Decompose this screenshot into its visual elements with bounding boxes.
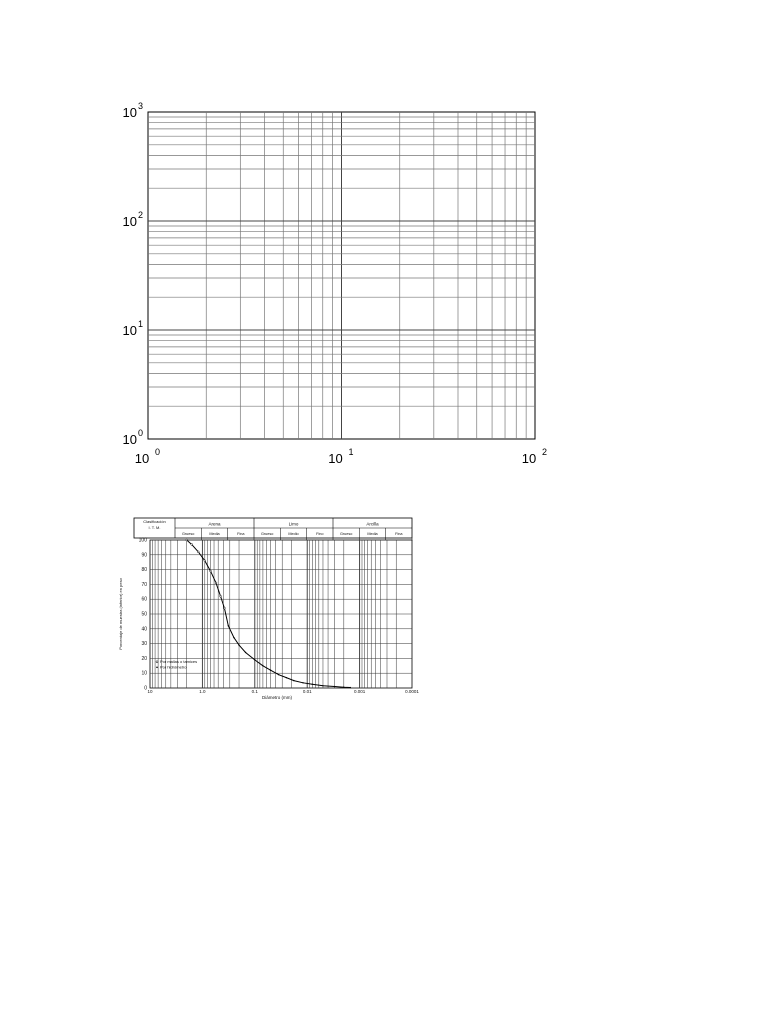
x-tick-label: 10 xyxy=(134,451,150,466)
hydrometer-point xyxy=(245,652,246,653)
hydrometer-point xyxy=(343,687,344,688)
sieve-point xyxy=(191,544,193,546)
hydrometer-point xyxy=(233,637,234,638)
sieve-point xyxy=(224,607,226,609)
y-tick-exponent: 3 xyxy=(138,101,144,111)
sub-name: Fina xyxy=(237,532,245,537)
y-tick-label-2: 70 xyxy=(141,581,147,588)
sieve-point xyxy=(215,582,217,584)
x-tick-label-2: 1.0 xyxy=(199,689,206,694)
sub-name: Media xyxy=(367,532,378,537)
y-tick-label-2: 40 xyxy=(141,626,147,633)
x-tick-exponent: 2 xyxy=(542,447,548,457)
y-tick-label-2: 80 xyxy=(141,567,147,574)
y-tick-label-2: 50 xyxy=(141,611,147,618)
hydrometer-point xyxy=(312,684,313,685)
y-axis-label: Porcentaje de muestra (inferior) en peso xyxy=(118,578,123,650)
sub-name: Grueso xyxy=(181,532,195,537)
sieve-point xyxy=(186,539,188,541)
y-tick-label-2: 100 xyxy=(138,537,147,544)
x-tick-exponent: 0 xyxy=(155,447,161,457)
x-tick-label: 10 xyxy=(521,451,537,466)
x-axis-label: Diámetro (mm) xyxy=(262,695,292,700)
y-tick-label-2: 0 xyxy=(144,685,147,692)
legend-marker-hydrometer xyxy=(156,667,158,669)
legend-marker-sieve xyxy=(156,661,158,663)
classification-header xyxy=(134,518,412,541)
hydrometer-point xyxy=(322,685,323,686)
sieve-point xyxy=(204,560,206,562)
x-tick-label-2: 0.1 xyxy=(251,689,258,694)
y-tick-label-2: 30 xyxy=(141,641,147,648)
y-tick-label: 10 xyxy=(122,214,137,229)
hydrometer-point xyxy=(293,680,294,681)
sub-name: Fina xyxy=(395,532,403,537)
y-tick-label: 10 xyxy=(122,105,137,120)
sub-name: Fino xyxy=(316,532,324,537)
hydrometer-point xyxy=(270,670,271,671)
y-tick-label-2: 20 xyxy=(141,655,147,662)
y-tick-label: 10 xyxy=(122,323,137,338)
y-tick-label-2: 60 xyxy=(141,596,147,603)
hydrometer-point xyxy=(238,644,239,645)
x-tick-label-2: 0.001 xyxy=(353,689,366,694)
y-tick-label: 10 xyxy=(122,432,137,447)
y-tick-exponent: 0 xyxy=(138,428,144,438)
x-tick-label-2: 10 xyxy=(147,689,153,694)
group-name: Limo xyxy=(288,521,299,527)
hydrometer-point xyxy=(254,659,255,660)
header-title: Clasificación xyxy=(143,519,166,524)
y-tick-label-2: 90 xyxy=(141,552,147,559)
hydrometer-point xyxy=(350,687,351,688)
x-tick-label-2: 0.01 xyxy=(302,689,312,694)
legend-label: Por mallas o tamices xyxy=(160,659,198,664)
x-tick-label: 10 xyxy=(328,451,343,466)
y-tick-label-2: 10 xyxy=(141,670,147,677)
x-tick-label-2: 0.0001 xyxy=(405,689,419,694)
y-tick-exponent: 2 xyxy=(138,210,144,220)
hydrometer-point xyxy=(286,677,287,678)
sieve-point xyxy=(197,551,199,553)
sub-name: Grueso xyxy=(339,532,353,537)
sieve-point xyxy=(220,595,222,597)
group-name: Arcilla xyxy=(366,521,379,527)
hydrometer-point xyxy=(278,674,279,675)
hydrometer-point xyxy=(262,665,263,666)
sub-name: Medio xyxy=(288,532,299,537)
header-subtitle: I. T. M. xyxy=(148,525,161,530)
x-axis-ticks-2 xyxy=(147,689,419,694)
y-axis-ticks-2 xyxy=(139,538,148,692)
y-tick-exponent: 1 xyxy=(138,319,144,329)
sub-name: Media xyxy=(209,532,220,537)
x-tick-exponent: 1 xyxy=(348,447,354,457)
hydrometer-point xyxy=(228,625,229,626)
sieve-point xyxy=(210,570,212,572)
hydrometer-point xyxy=(302,682,303,683)
group-name: Arena xyxy=(208,521,221,527)
sub-name: Grueso xyxy=(260,532,274,537)
hydrometer-point xyxy=(334,686,335,687)
legend-label: Por hidrómetro xyxy=(160,664,187,670)
